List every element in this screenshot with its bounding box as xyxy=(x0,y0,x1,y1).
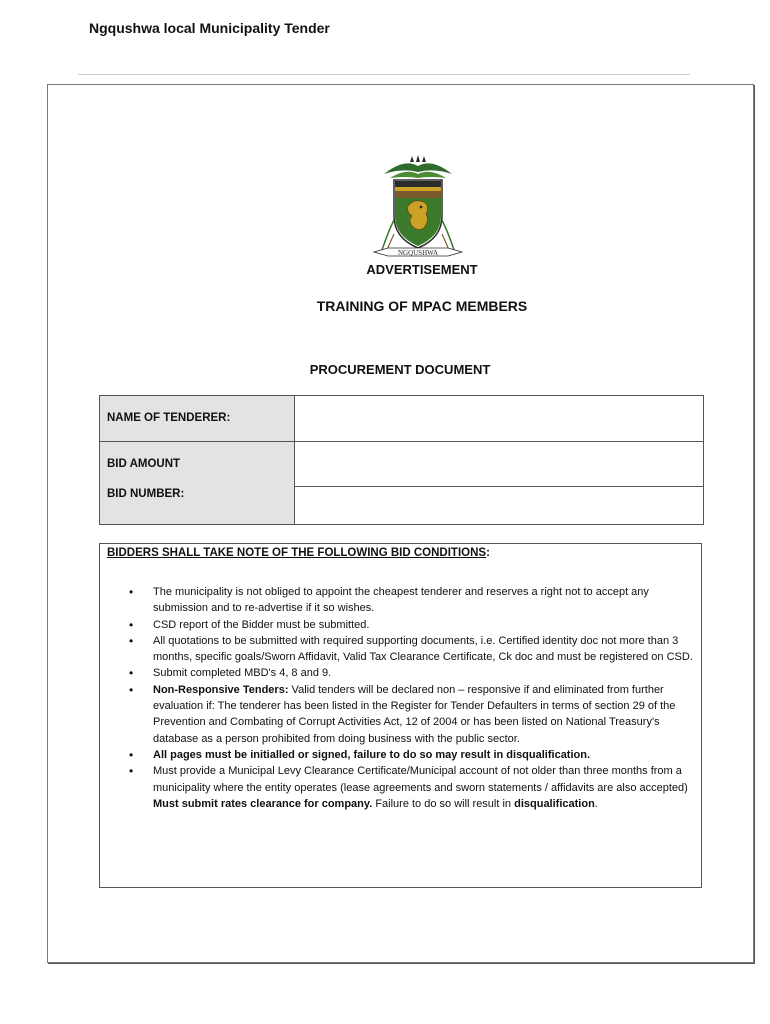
municipality-crest-logo xyxy=(364,154,472,262)
condition-item: • Non-Responsive Tenders: Valid tenders will be declared non – responsive if and eliminated from further evaluation if: The tenderer has been listed in the Register for Tender Defaulters in terms of section 29 of the Prevention and Combating of Corrupt Activities Act, 12 of 2004 or has been listed on National Treasury's database as a person prohibited from doing business with the public sector. xyxy=(100,682,700,747)
procurement-title: PROCUREMENT DOCUMENT xyxy=(309,362,491,377)
training-title: TRAINING OF MPAC MEMBERS xyxy=(316,298,528,314)
conditions-heading: BIDDERS SHALL TAKE NOTE OF THE FOLLOWING BID CONDITIONS: xyxy=(107,547,490,559)
condition-item: • Submit completed MBD's 4, 8 and 9. xyxy=(100,665,700,681)
bid-number-field[interactable] xyxy=(295,487,703,524)
condition-item: • All quotations to be submitted with required supporting documents, i.e. Certified identity doc not more than 3 months, specific goals/Sworn Affidavit, Valid Tax Clearance Certificate, Ck doc and must be registered on CSD. xyxy=(100,633,700,666)
bid-amount-label: BID AMOUNT xyxy=(107,458,181,470)
header-divider xyxy=(78,74,690,75)
bid-number-label: BID NUMBER: xyxy=(107,488,185,500)
tenderer-name-label: NAME OF TENDERER: xyxy=(107,412,231,424)
tenderer-name-field[interactable] xyxy=(295,396,703,441)
condition-item: • Must provide a Municipal Levy Clearance Certificate/Municipal account of not older than three months from a municipality where the entity operates (lease agreements and sworn statements / affidavits are also accepted) Must submit rates clearance for company. Failure to do so will result in disqualification. xyxy=(100,763,700,812)
condition-item: • The municipality is not obliged to appoint the cheapest tenderer and reserves a right not to accept any submission and to re-advertise if it so wishes. xyxy=(100,584,700,617)
condition-item: • All pages must be initialled or signed, failure to do so may result in disqualification. xyxy=(100,747,700,763)
bid-amount-field[interactable] xyxy=(295,442,703,486)
page-header: Ngqushwa local Municipality Tender xyxy=(89,20,330,36)
condition-item: • CSD report of the Bidder must be submitted. xyxy=(100,617,700,633)
crest-motto: NGQUSHWA xyxy=(397,249,439,257)
bid-conditions-box xyxy=(99,543,702,888)
conditions-list xyxy=(100,584,700,812)
advertisement-title: ADVERTISEMENT xyxy=(366,262,478,277)
tender-details-table xyxy=(99,395,704,525)
